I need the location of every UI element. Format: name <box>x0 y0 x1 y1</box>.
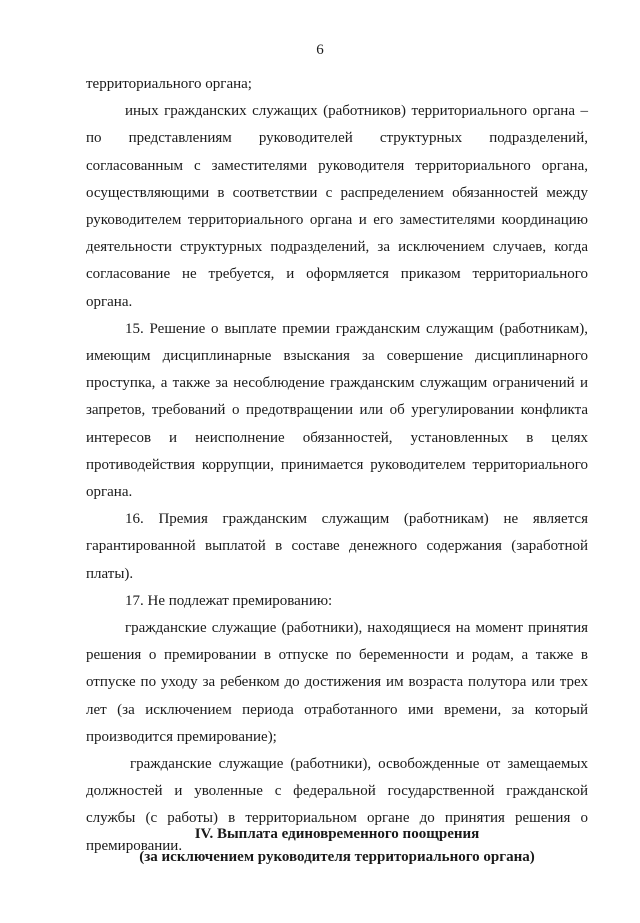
paragraph-other-employees: иных гражданских служащих (работников) территориального органа – по представлениям руководителей структурных подразделений, согласованным с заместителями руководителя территориального органа, осуществляющими в соответствии с распределением обязанностей между руководителем территориального органа и его заместителями координацию деятельности структурных подразделений, за исключением случаев, когда согласование не требуется, и оформляется приказом территориального органа. <box>86 103 588 310</box>
paragraph-item-16: 16. Премия гражданским служащим (работникам) не является гарантированной выплатой в составе денежного содержания (заработной платы). <box>86 511 588 582</box>
paragraph-item-15: 15. Решение о выплате премии гражданским служащим (работникам), имеющим дисциплинарные взыскания за совершение дисциплинарного проступка, а также за несоблюдение гражданским служащим ограничений и запретов, требований о предотвращении или об урегулировании конфликта интересов и неисполнение обязанностей, установленных в целях противодействия коррупции, принимается руководителем территориального органа. <box>86 320 588 501</box>
section-heading <box>86 823 588 869</box>
document-body <box>86 71 588 860</box>
paragraph-continuation: территориального органа; <box>86 76 252 92</box>
paragraph-item-17: 17. Не подлежат премированию: <box>125 592 333 609</box>
page-number: 6 <box>316 42 324 58</box>
section-heading-line1: IV. Выплата единовременного поощрения <box>194 826 480 842</box>
section-heading-line2: (за исключением руководителя территориального органа) <box>139 849 535 865</box>
paragraph-maternity-leave: гражданские служащие (работники), находящиеся на момент принятия решения о премировании в отпуске по беременности и родам, а также в отпуске по уходу за ребенком до достижения им возраста полутора или трех лет (за исключением периода отработанного ими времени, за который производится премирование); <box>86 620 588 745</box>
paragraph-dismissed: гражданские служащие (работники), освобожденные от замещаемых должностей и уволенные с федеральной государственной гражданской службы (с работы) в территориальном органе до принятия решения о премировании. <box>86 756 588 854</box>
